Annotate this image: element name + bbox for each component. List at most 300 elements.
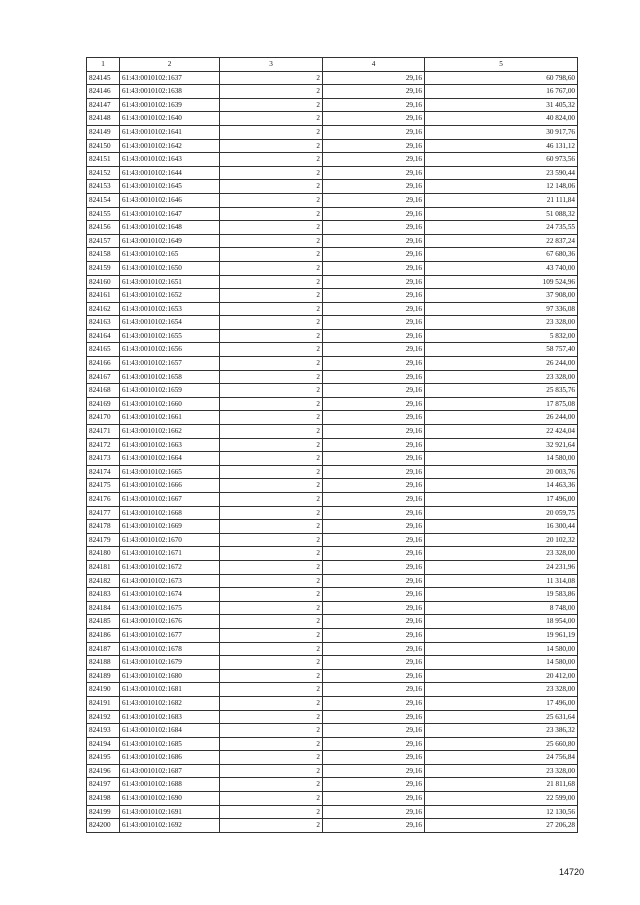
cell-col-4: 29,16	[323, 452, 425, 466]
cell-col-3: 2	[220, 560, 323, 574]
cell-col-5: 17 875,08	[425, 397, 578, 411]
cell-col-3: 2	[220, 724, 323, 738]
cell-row-number: 824190	[87, 683, 120, 697]
column-header-1: 1	[87, 58, 120, 72]
table-row	[87, 628, 578, 642]
cell-row-number: 824189	[87, 669, 120, 683]
cell-col-3: 2	[220, 384, 323, 398]
cell-cadastral-number: 61:43:0010102:1642	[120, 139, 220, 153]
table-row	[87, 397, 578, 411]
cell-row-number: 824151	[87, 153, 120, 167]
table-row	[87, 751, 578, 765]
table-row	[87, 764, 578, 778]
cell-cadastral-number: 61:43:0010102:1650	[120, 261, 220, 275]
cell-col-5: 22 837,24	[425, 234, 578, 248]
cell-col-5: 23 328,00	[425, 316, 578, 330]
cell-cadastral-number: 61:43:0010102:1686	[120, 751, 220, 765]
cell-col-3: 2	[220, 764, 323, 778]
cell-col-4: 29,16	[323, 438, 425, 452]
cell-col-4: 29,16	[323, 601, 425, 615]
cell-cadastral-number: 61:43:0010102:1649	[120, 234, 220, 248]
cell-row-number: 824175	[87, 479, 120, 493]
cell-col-4: 29,16	[323, 805, 425, 819]
cell-cadastral-number: 61:43:0010102:1652	[120, 289, 220, 303]
cell-col-3: 2	[220, 329, 323, 343]
table-row	[87, 153, 578, 167]
cell-cadastral-number: 61:43:0010102:1648	[120, 221, 220, 235]
cell-row-number: 824194	[87, 737, 120, 751]
cell-col-5: 25 835,76	[425, 384, 578, 398]
cell-col-3: 2	[220, 601, 323, 615]
cell-cadastral-number: 61:43:0010102:1663	[120, 438, 220, 452]
cell-row-number: 824193	[87, 724, 120, 738]
cell-col-3: 2	[220, 234, 323, 248]
cell-cadastral-number: 61:43:0010102:1669	[120, 520, 220, 534]
cell-col-5: 20 059,75	[425, 506, 578, 520]
cell-col-4: 29,16	[323, 411, 425, 425]
cell-cadastral-number: 61:43:0010102:1667	[120, 493, 220, 507]
cell-cadastral-number: 61:43:0010102:1639	[120, 98, 220, 112]
cell-col-4: 29,16	[323, 574, 425, 588]
cell-row-number: 824174	[87, 465, 120, 479]
cell-col-3: 2	[220, 343, 323, 357]
cell-col-3: 2	[220, 275, 323, 289]
cell-col-3: 2	[220, 547, 323, 561]
cell-col-5: 23 328,00	[425, 764, 578, 778]
cell-col-3: 2	[220, 506, 323, 520]
cell-col-4: 29,16	[323, 193, 425, 207]
cell-col-4: 29,16	[323, 71, 425, 85]
cell-col-4: 29,16	[323, 85, 425, 99]
cell-col-5: 60 973,56	[425, 153, 578, 167]
cell-row-number: 824157	[87, 234, 120, 248]
cell-row-number: 824186	[87, 628, 120, 642]
cell-col-3: 2	[220, 751, 323, 765]
cell-col-4: 29,16	[323, 357, 425, 371]
cell-row-number: 824179	[87, 533, 120, 547]
table-row	[87, 819, 578, 833]
table-row	[87, 669, 578, 683]
cell-col-5: 37 908,00	[425, 289, 578, 303]
table-row	[87, 248, 578, 262]
cell-cadastral-number: 61:43:0010102:1685	[120, 737, 220, 751]
cell-col-4: 29,16	[323, 234, 425, 248]
cell-row-number: 824163	[87, 316, 120, 330]
cell-col-5: 11 314,08	[425, 574, 578, 588]
registry-table	[86, 57, 578, 833]
cell-col-3: 2	[220, 153, 323, 167]
table-row	[87, 357, 578, 371]
table-row	[87, 411, 578, 425]
cell-col-5: 27 206,28	[425, 819, 578, 833]
cell-col-3: 2	[220, 357, 323, 371]
cell-cadastral-number: 61:43:0010102:1692	[120, 819, 220, 833]
cell-col-4: 29,16	[323, 316, 425, 330]
cell-col-3: 2	[220, 588, 323, 602]
cell-col-4: 29,16	[323, 683, 425, 697]
cell-row-number: 824184	[87, 601, 120, 615]
cell-col-3: 2	[220, 533, 323, 547]
cell-cadastral-number: 61:43:0010102:1677	[120, 628, 220, 642]
cell-cadastral-number: 61:43:0010102:1638	[120, 85, 220, 99]
cell-col-4: 29,16	[323, 792, 425, 806]
cell-cadastral-number: 61:43:0010102:1676	[120, 615, 220, 629]
cell-col-4: 29,16	[323, 710, 425, 724]
table-row	[87, 85, 578, 99]
cell-col-4: 29,16	[323, 520, 425, 534]
cell-col-4: 29,16	[323, 166, 425, 180]
table-row	[87, 493, 578, 507]
table-row	[87, 520, 578, 534]
cell-col-4: 29,16	[323, 207, 425, 221]
cell-cadastral-number: 61:43:0010102:1659	[120, 384, 220, 398]
cell-col-3: 2	[220, 180, 323, 194]
cell-col-3: 2	[220, 207, 323, 221]
cell-col-4: 29,16	[323, 112, 425, 126]
table-row	[87, 98, 578, 112]
cell-cadastral-number: 61:43:0010102:1646	[120, 193, 220, 207]
cell-col-3: 2	[220, 669, 323, 683]
cell-col-5: 25 660,80	[425, 737, 578, 751]
cell-col-5: 109 524,96	[425, 275, 578, 289]
cell-col-5: 97 336,08	[425, 302, 578, 316]
cell-row-number: 824188	[87, 656, 120, 670]
cell-col-5: 17 496,00	[425, 493, 578, 507]
cell-row-number: 824197	[87, 778, 120, 792]
cell-col-4: 29,16	[323, 248, 425, 262]
cell-col-5: 23 328,00	[425, 547, 578, 561]
cell-cadastral-number: 61:43:0010102:1688	[120, 778, 220, 792]
cell-col-5: 30 917,76	[425, 125, 578, 139]
cell-row-number: 824167	[87, 370, 120, 384]
cell-col-4: 29,16	[323, 778, 425, 792]
cell-col-5: 25 631,64	[425, 710, 578, 724]
cell-row-number: 824171	[87, 425, 120, 439]
cell-col-3: 2	[220, 425, 323, 439]
cell-col-5: 19 583,86	[425, 588, 578, 602]
cell-row-number: 824183	[87, 588, 120, 602]
cell-col-4: 29,16	[323, 493, 425, 507]
cell-cadastral-number: 61:43:0010102:1654	[120, 316, 220, 330]
table-row	[87, 221, 578, 235]
cell-row-number: 824181	[87, 560, 120, 574]
cell-col-3: 2	[220, 465, 323, 479]
table-row	[87, 642, 578, 656]
table-row	[87, 710, 578, 724]
cell-col-5: 8 748,00	[425, 601, 578, 615]
cell-col-4: 29,16	[323, 547, 425, 561]
table-row	[87, 792, 578, 806]
cell-row-number: 824160	[87, 275, 120, 289]
cell-col-3: 2	[220, 316, 323, 330]
cell-col-3: 2	[220, 574, 323, 588]
cell-row-number: 824145	[87, 71, 120, 85]
cell-cadastral-number: 61:43:0010102:1640	[120, 112, 220, 126]
table-body	[87, 71, 578, 832]
cell-col-5: 23 328,00	[425, 683, 578, 697]
cell-col-5: 24 756,84	[425, 751, 578, 765]
cell-col-5: 20 102,32	[425, 533, 578, 547]
cell-col-4: 29,16	[323, 153, 425, 167]
table-row	[87, 601, 578, 615]
cell-col-5: 23 328,00	[425, 370, 578, 384]
cell-col-4: 29,16	[323, 642, 425, 656]
cell-col-5: 21 811,68	[425, 778, 578, 792]
cell-row-number: 824199	[87, 805, 120, 819]
cell-col-4: 29,16	[323, 329, 425, 343]
table-row	[87, 805, 578, 819]
cell-col-4: 29,16	[323, 656, 425, 670]
cell-col-3: 2	[220, 397, 323, 411]
table-row	[87, 533, 578, 547]
table-row	[87, 547, 578, 561]
cell-col-3: 2	[220, 479, 323, 493]
cell-col-5: 32 921,64	[425, 438, 578, 452]
cell-row-number: 824185	[87, 615, 120, 629]
cell-col-4: 29,16	[323, 737, 425, 751]
cell-col-5: 58 757,40	[425, 343, 578, 357]
table-row	[87, 588, 578, 602]
cell-row-number: 824176	[87, 493, 120, 507]
table-row	[87, 343, 578, 357]
cell-col-4: 29,16	[323, 615, 425, 629]
cell-cadastral-number: 61:43:0010102:1687	[120, 764, 220, 778]
cell-col-3: 2	[220, 85, 323, 99]
table-row	[87, 574, 578, 588]
cell-col-5: 22 599,00	[425, 792, 578, 806]
cell-row-number: 824200	[87, 819, 120, 833]
cell-cadastral-number: 61:43:0010102:1680	[120, 669, 220, 683]
column-header-4: 4	[323, 58, 425, 72]
cell-col-3: 2	[220, 493, 323, 507]
cell-col-3: 2	[220, 289, 323, 303]
cell-col-5: 16 300,44	[425, 520, 578, 534]
cell-col-3: 2	[220, 710, 323, 724]
cell-row-number: 824182	[87, 574, 120, 588]
cell-row-number: 824191	[87, 696, 120, 710]
table-row	[87, 71, 578, 85]
cell-col-4: 29,16	[323, 343, 425, 357]
cell-col-5: 67 680,36	[425, 248, 578, 262]
cell-row-number: 824187	[87, 642, 120, 656]
cell-cadastral-number: 61:43:0010102:1647	[120, 207, 220, 221]
cell-col-5: 16 767,00	[425, 85, 578, 99]
cell-cadastral-number: 61:43:0010102:1672	[120, 560, 220, 574]
cell-col-5: 14 580,00	[425, 656, 578, 670]
cell-col-4: 29,16	[323, 261, 425, 275]
cell-col-4: 29,16	[323, 751, 425, 765]
cell-row-number: 824150	[87, 139, 120, 153]
cell-col-5: 18 954,00	[425, 615, 578, 629]
cell-col-4: 29,16	[323, 724, 425, 738]
cell-cadastral-number: 61:43:0010102:165	[120, 248, 220, 262]
cell-col-4: 29,16	[323, 397, 425, 411]
cell-col-4: 29,16	[323, 289, 425, 303]
cell-col-4: 29,16	[323, 125, 425, 139]
cell-col-5: 21 111,84	[425, 193, 578, 207]
cell-cadastral-number: 61:43:0010102:1682	[120, 696, 220, 710]
table-row	[87, 302, 578, 316]
table-row	[87, 207, 578, 221]
cell-col-4: 29,16	[323, 588, 425, 602]
table-row	[87, 193, 578, 207]
cell-cadastral-number: 61:43:0010102:1668	[120, 506, 220, 520]
table-row	[87, 370, 578, 384]
table-row	[87, 180, 578, 194]
cell-cadastral-number: 61:43:0010102:1678	[120, 642, 220, 656]
cell-col-3: 2	[220, 166, 323, 180]
cell-cadastral-number: 61:43:0010102:1679	[120, 656, 220, 670]
cell-cadastral-number: 61:43:0010102:1683	[120, 710, 220, 724]
cell-row-number: 824159	[87, 261, 120, 275]
cell-col-5: 60 798,60	[425, 71, 578, 85]
cell-col-5: 31 405,32	[425, 98, 578, 112]
cell-col-5: 46 131,12	[425, 139, 578, 153]
cell-col-3: 2	[220, 792, 323, 806]
cell-row-number: 824156	[87, 221, 120, 235]
cell-col-4: 29,16	[323, 764, 425, 778]
cell-col-3: 2	[220, 193, 323, 207]
cell-cadastral-number: 61:43:0010102:1681	[120, 683, 220, 697]
cell-row-number: 824154	[87, 193, 120, 207]
table-row	[87, 479, 578, 493]
cell-col-5: 22 424,04	[425, 425, 578, 439]
table-row	[87, 125, 578, 139]
column-header-3: 3	[220, 58, 323, 72]
cell-row-number: 824161	[87, 289, 120, 303]
cell-cadastral-number: 61:43:0010102:1671	[120, 547, 220, 561]
cell-col-5: 14 463,36	[425, 479, 578, 493]
cell-row-number: 824165	[87, 343, 120, 357]
cell-row-number: 824152	[87, 166, 120, 180]
cell-cadastral-number: 61:43:0010102:1670	[120, 533, 220, 547]
cell-col-3: 2	[220, 261, 323, 275]
cell-row-number: 824180	[87, 547, 120, 561]
cell-col-5: 5 832,00	[425, 329, 578, 343]
table-row	[87, 425, 578, 439]
cell-col-3: 2	[220, 696, 323, 710]
cell-col-5: 24 735,55	[425, 221, 578, 235]
table-row	[87, 696, 578, 710]
table-row	[87, 560, 578, 574]
cell-cadastral-number: 61:43:0010102:1644	[120, 166, 220, 180]
table-row	[87, 112, 578, 126]
cell-col-3: 2	[220, 302, 323, 316]
table-row	[87, 384, 578, 398]
cell-col-5: 14 580,00	[425, 642, 578, 656]
cell-col-4: 29,16	[323, 479, 425, 493]
cell-col-4: 29,16	[323, 533, 425, 547]
cell-cadastral-number: 61:43:0010102:1661	[120, 411, 220, 425]
table-row	[87, 724, 578, 738]
cell-col-3: 2	[220, 71, 323, 85]
table-row	[87, 438, 578, 452]
cell-cadastral-number: 61:43:0010102:1684	[120, 724, 220, 738]
cell-row-number: 824198	[87, 792, 120, 806]
cell-cadastral-number: 61:43:0010102:1673	[120, 574, 220, 588]
cell-col-3: 2	[220, 452, 323, 466]
cell-col-4: 29,16	[323, 221, 425, 235]
page-number: 14720	[558, 867, 584, 877]
cell-cadastral-number: 61:43:0010102:1651	[120, 275, 220, 289]
cell-col-4: 29,16	[323, 275, 425, 289]
cell-col-3: 2	[220, 615, 323, 629]
cell-cadastral-number: 61:43:0010102:1637	[120, 71, 220, 85]
cell-col-4: 29,16	[323, 98, 425, 112]
cell-col-5: 23 386,32	[425, 724, 578, 738]
column-header-2: 2	[120, 58, 220, 72]
cell-row-number: 824166	[87, 357, 120, 371]
cell-col-5: 23 590,44	[425, 166, 578, 180]
table-row	[87, 656, 578, 670]
cell-col-4: 29,16	[323, 302, 425, 316]
cell-cadastral-number: 61:43:0010102:1662	[120, 425, 220, 439]
cell-col-5: 14 580,00	[425, 452, 578, 466]
cell-col-4: 29,16	[323, 465, 425, 479]
table-row	[87, 329, 578, 343]
cell-row-number: 824162	[87, 302, 120, 316]
cell-col-3: 2	[220, 683, 323, 697]
cell-row-number: 824196	[87, 764, 120, 778]
table-row	[87, 452, 578, 466]
cell-cadastral-number: 61:43:0010102:1664	[120, 452, 220, 466]
cell-cadastral-number: 61:43:0010102:1655	[120, 329, 220, 343]
cell-row-number: 824170	[87, 411, 120, 425]
cell-col-3: 2	[220, 805, 323, 819]
cell-row-number: 824178	[87, 520, 120, 534]
cell-col-5: 26 244,00	[425, 357, 578, 371]
cell-col-3: 2	[220, 737, 323, 751]
cell-col-3: 2	[220, 819, 323, 833]
cell-row-number: 824169	[87, 397, 120, 411]
cell-col-3: 2	[220, 248, 323, 262]
cell-col-3: 2	[220, 139, 323, 153]
cell-col-4: 29,16	[323, 669, 425, 683]
cell-cadastral-number: 61:43:0010102:1643	[120, 153, 220, 167]
cell-row-number: 824195	[87, 751, 120, 765]
cell-col-4: 29,16	[323, 819, 425, 833]
cell-row-number: 824192	[87, 710, 120, 724]
cell-row-number: 824146	[87, 85, 120, 99]
cell-cadastral-number: 61:43:0010102:1660	[120, 397, 220, 411]
table-row	[87, 506, 578, 520]
cell-cadastral-number: 61:43:0010102:1645	[120, 180, 220, 194]
cell-col-3: 2	[220, 438, 323, 452]
cell-cadastral-number: 61:43:0010102:1665	[120, 465, 220, 479]
cell-row-number: 824173	[87, 452, 120, 466]
cell-cadastral-number: 61:43:0010102:1641	[120, 125, 220, 139]
table-row	[87, 615, 578, 629]
cell-cadastral-number: 61:43:0010102:1653	[120, 302, 220, 316]
table-header-row	[87, 58, 578, 72]
cell-col-5: 12 148,06	[425, 180, 578, 194]
cell-col-3: 2	[220, 112, 323, 126]
table-row	[87, 166, 578, 180]
cell-cadastral-number: 61:43:0010102:1666	[120, 479, 220, 493]
cell-cadastral-number: 61:43:0010102:1658	[120, 370, 220, 384]
cell-col-4: 29,16	[323, 628, 425, 642]
cell-col-3: 2	[220, 520, 323, 534]
cell-col-4: 29,16	[323, 370, 425, 384]
table-row	[87, 261, 578, 275]
table-row	[87, 316, 578, 330]
cell-col-3: 2	[220, 125, 323, 139]
cell-col-4: 29,16	[323, 425, 425, 439]
cell-col-4: 29,16	[323, 139, 425, 153]
cell-col-4: 29,16	[323, 506, 425, 520]
cell-cadastral-number: 61:43:0010102:1675	[120, 601, 220, 615]
cell-col-5: 43 740,00	[425, 261, 578, 275]
